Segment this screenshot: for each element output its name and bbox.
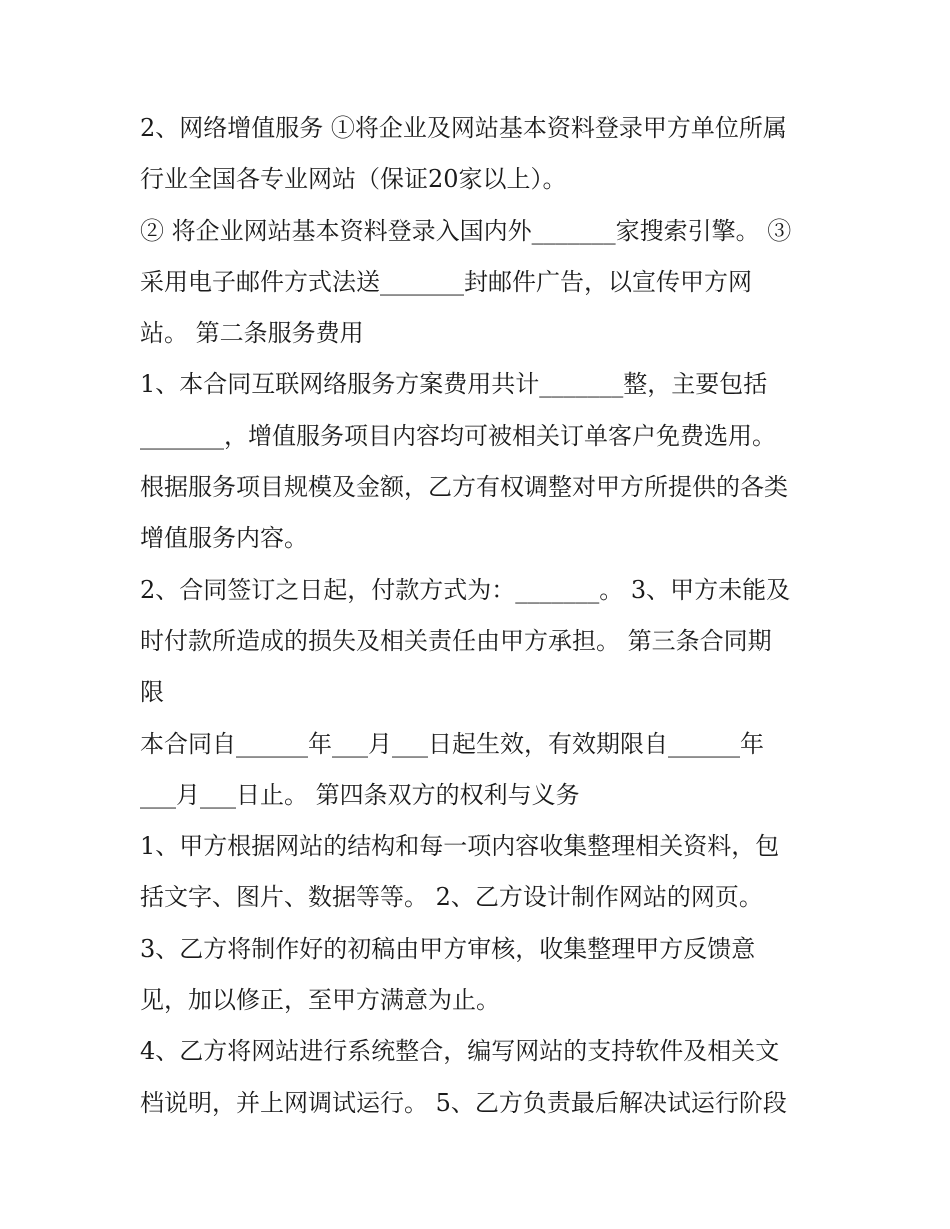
text-line: 行业全国各专业网站（保证20家以上）。 <box>140 165 567 194</box>
text-line: 时付款所造成的损失及相关责任由甲方承担。 第三条合同期 <box>140 626 772 655</box>
text-line: ② 将企业网站基本资料登录入国内外_______家搜索引擎。 ③ <box>140 216 792 245</box>
text-line: 1、本合同互联网络服务方案费用共计_______整，主要包括 <box>140 370 768 399</box>
text-line: 根据服务项目规模及金额，乙方有权调整对甲方所提供的各类 <box>140 473 788 502</box>
text-line: 3、乙方将制作好的初稿由甲方审核，收集整理甲方反馈意 <box>140 934 756 963</box>
text-line: 见，加以修正，至甲方满意为止。 <box>140 986 500 1015</box>
text-line: 档说明，并上网调试运行。 5、乙方负责最后解决试运行阶段 <box>140 1088 787 1117</box>
text-line: 括文字、图片、数据等等。 2、乙方设计制作网站的网页。 <box>140 883 763 912</box>
text-line: ___月___日止。 第四条双方的权利与义务 <box>140 780 580 809</box>
contract-body-text <box>140 103 830 1129</box>
text-line: 限 <box>140 678 164 707</box>
text-line: _______，增值服务项目内容均可被相关订单客户免费选用。 <box>140 421 776 450</box>
text-line: 采用电子邮件方式法送_______封邮件广告，以宣传甲方网 <box>140 267 752 296</box>
text-line: 2、合同签订之日起，付款方式为：_______。 3、甲方未能及 <box>140 575 791 604</box>
text-line: 增值服务内容。 <box>140 524 308 553</box>
text-line: 本合同自______年___月___日起生效，有效期限自______年 <box>140 729 764 758</box>
text-line: 4、乙方将网站进行系统整合，编写网站的支持软件及相关文 <box>140 1037 780 1066</box>
text-line: 1、甲方根据网站的结构和每一项内容收集整理相关资料，包 <box>140 832 780 861</box>
text-line: 站。 第二条服务费用 <box>140 319 364 348</box>
text-line: 2、网络增值服务 ①将企业及网站基本资料登录甲方单位所属 <box>140 114 787 142</box>
